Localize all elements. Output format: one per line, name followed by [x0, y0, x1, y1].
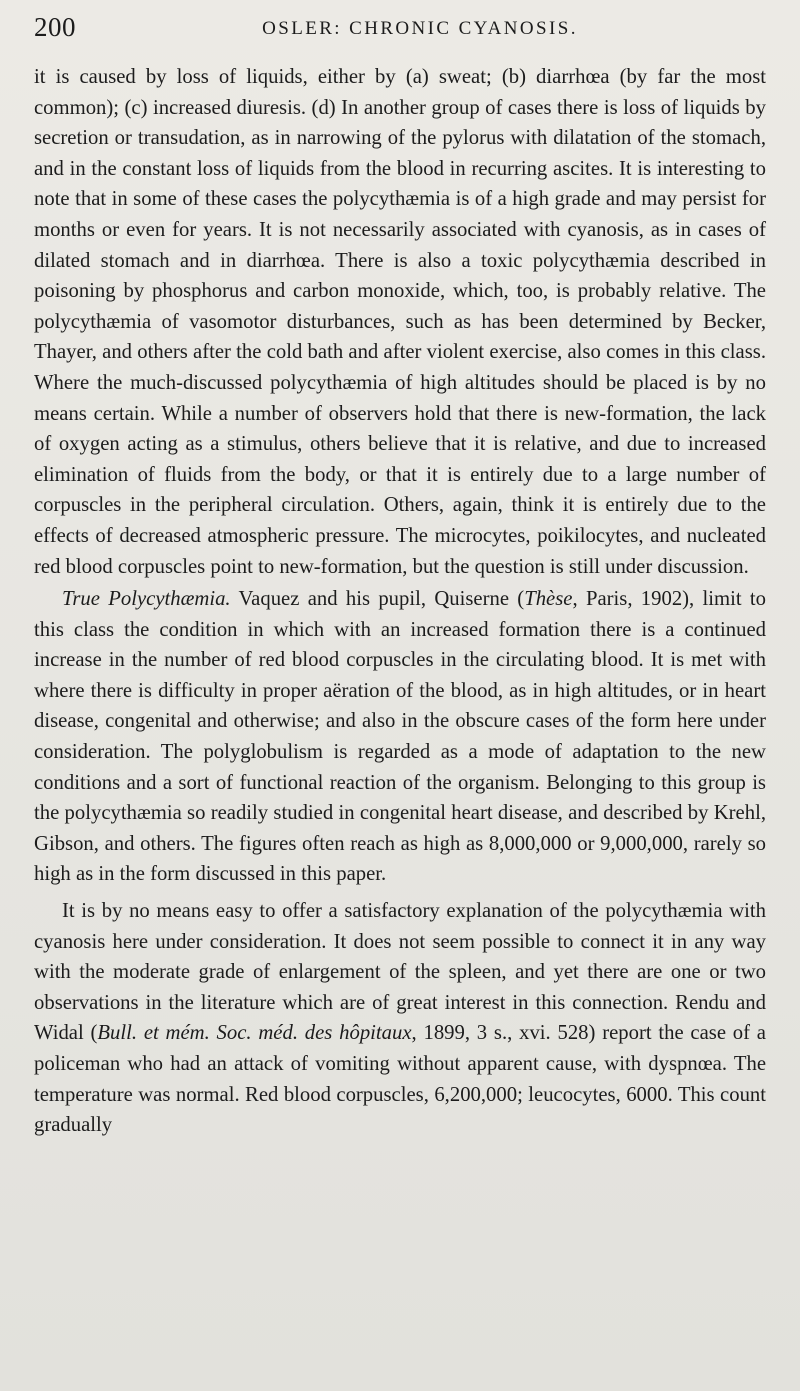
running-head — [34, 8, 766, 48]
paragraph-1-text: it is caused by loss of liquids, either by (a) sweat; (b) diarrhœa (by far the most common); (c) increased diuresis. (d) In another group of cases there is loss of liquids by secretion or transudation, as in narrowing of the pylorus with dilatation of the stomach, and in the constant loss of liquids from the blood in recurring ascites. It is interesting to note that in some of these cases the polycythæmia is of a high grade and may persist for months or even for years. It is not necessarily associated with cyanosis, as in cases of dilated stomach and in diarrhœa. There is also a toxic polycythæmia described in poisoning by phosphorus and carbon monoxide, which, too, is probably relative. The polycythæmia of vasomotor disturbances, such as has been determined by Becker, Thayer, and others after the cold bath and after violent exercise, also comes in this class. Where the much-discussed polycythæmia of high altitudes should be placed is by no means certain. While a number of observers hold that there is new-formation, the lack of oxygen acting as a stimulus, others believe that it is relative, and due to increased elimination of fluids from the body, or that it is entirely due to a large number of corpuscles in the peripheral circulation. Others, again, think it is entirely due to the effects of decreased atmospheric pressure. The microcytes, poikilocytes, and nucleated red blood corpuscles point to new-formation, but the question is still under discussion. — [34, 66, 766, 578]
paragraph-continuation — [34, 62, 766, 582]
running-title: OSLER: CHRONIC CYANOSIS. — [262, 18, 578, 39]
paragraph-2-text-part-1: Vaquez and his pupil, Quiserne ( — [230, 588, 525, 611]
paragraph-3-citation-italic: Bull. et mém. Soc. méd. des hôpitaux — [97, 1022, 412, 1045]
page-number: 200 — [34, 12, 76, 42]
body-text — [34, 62, 766, 1141]
paragraph-2-text-part-2: , Paris, 1902), limit to this class the condition in which with an increased formation there is a continued increase in the number of red blood corpuscles in the circulating blood. It is met with where there is difficulty in proper aëration of the blood, as in high altitudes, or in heart disease, congenital and otherwise; and also in the obscure cases of the form here under consideration. The polyglobulism is regarded as a mode of adaptation to the new conditions and a sort of functional reaction of the organism. Belonging to this group is the polycythæmia so readily studied in congenital heart disease, and described by Krehl, Gibson, and others. The figures often reach as high as 8,000,000 or 9,000,000, rarely so high as in the form discussed in this paper. — [34, 588, 766, 886]
paragraph-true-polycythaemia — [34, 584, 766, 890]
paragraph-2-citation-italic: Thèse — [524, 588, 573, 611]
paragraph-explanation — [34, 896, 766, 1141]
paragraph-3-text-part-2: , 1899, 3 s., xvi. 528) report the case of a policeman who had an attack of vomiting without apparent cause, with dyspnœa. The temperature was normal. Red blood corpuscles, 6,200,000; leucocytes, 6000. This count gradually — [34, 1022, 766, 1137]
section-heading-true-polycythaemia: True Polycythæmia. — [62, 588, 231, 611]
paragraph-3-text-part-1: It is by no means easy to offer a satisfactory explanation of the polycythæmia with cyanosis here under consideration. It does not seem possible to connect it in any way with the moderate grade of enlargement of the spleen, and yet there are one or two observations in the literature which are of great interest in this connection. Rendu and Widal ( — [34, 900, 766, 1045]
